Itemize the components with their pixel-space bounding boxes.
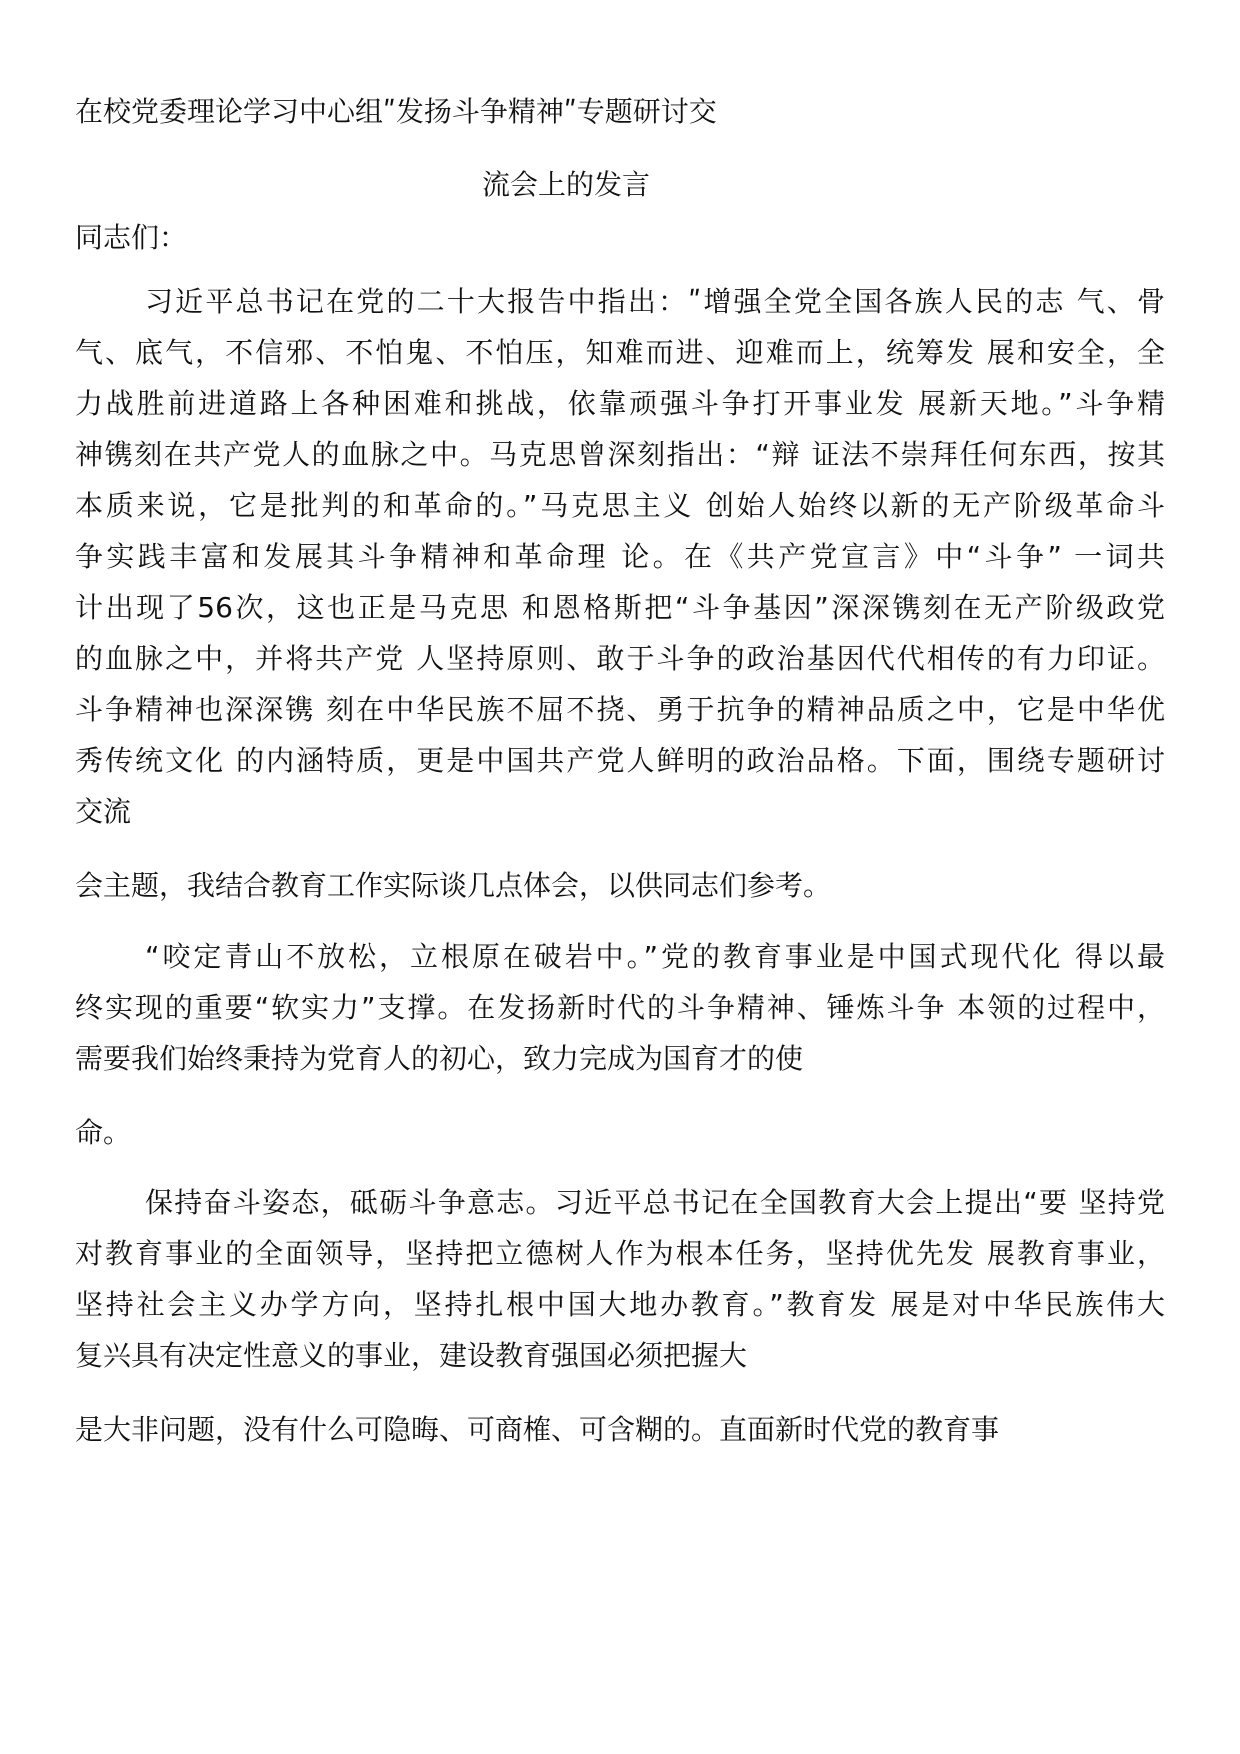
paragraph-2-line: 终实现的重要“软实力”支撑。在发扬新时代的斗争精神、锤炼斗争 本领的过程中，: [75, 991, 1165, 1024]
paragraph-1-line: 争实践丰富和发展其斗争精神和革命理 论。在《共产党宣言》中“斗争” 一词共: [75, 540, 1165, 573]
paragraph-1-line: 秀传统文化 的内涵特质，更是中国共产党人鲜明的政治品格。下面，围绕专题研讨: [75, 744, 1165, 777]
paragraph-1-line: 习近平总书记在党的二十大报告中指出：ʺ增强全党全国各族人民的志 气、骨: [145, 285, 1165, 318]
paragraph-1-line: 气、底气，不信邪、不怕鬼、不怕压，知难而进、迎难而上，统筹发 展和安全，全: [75, 336, 1165, 369]
paragraph-3-line: 坚持社会主义办学方向，坚持扎根中国大地办教育。”教育发 展是对中华民族伟大: [75, 1288, 1165, 1321]
paragraph-3-line: 复兴具有决定性意义的事业，建设教育强国必须把握大: [75, 1339, 748, 1372]
paragraph-1-line: 本质来说，它是批判的和革命的。”马克思主义 创始人始终以新的无产阶级革命斗: [75, 489, 1165, 522]
paragraph-1-line: 神镌刻在共产党人的血脉之中。马克思曾深刻指出：“辩 证法不崇拜任何东西，按其: [75, 438, 1165, 471]
paragraph-2-continuation: 命。: [75, 1116, 132, 1149]
paragraph-1-line: 的血脉之中，并将共产党 人坚持原则、敢于斗争的政治基因代代相传的有力印证。: [75, 642, 1165, 675]
paragraph-3-line: 对教育事业的全面领导，坚持把立德树人作为根本任务，坚持优先发 展教育事业，: [75, 1237, 1165, 1270]
paragraph-3-continuation: 是大非问题，没有什么可隐晦、可商榷、可含糊的。直面新时代党的教育事: [75, 1413, 1000, 1446]
salutation: 同志们：: [75, 221, 188, 254]
paragraph-1-line: 斗争精神也深深镌 刻在中华民族不屈不挠、勇于抗争的精神品质之中，它是中华优: [75, 693, 1165, 726]
paragraph-1-continuation: 会主题，我结合教育工作实际谈几点体会，以供同志们参考。: [75, 869, 832, 902]
paragraph-1-line: 计出现了56次，这也正是马克思 和恩格斯把“斗争基因”深深镌刻在无产阶级政党: [75, 591, 1165, 624]
paragraph-2-line: “咬定青山不放松，立根原在破岩中。”党的教育事业是中国式现代化 得以最: [145, 940, 1165, 973]
paragraph-1-line: 力战胜前进道路上各种困难和挑战，依靠顽强斗争打开事业发 展新天地。”斗争精: [75, 387, 1165, 420]
paragraph-3-line: 保持奋斗姿态，砥砺斗争意志。习近平总书记在全国教育大会上提出“要 坚持党: [145, 1186, 1165, 1219]
title-line-1: 在校党委理论学习中心组ʺ发扬斗争精神ʺ专题研讨交: [75, 95, 717, 128]
title-line-2: 流会上的发言: [482, 168, 651, 201]
paragraph-2-line: 需要我们始终秉持为党育人的初心，致力完成为国育才的使: [75, 1042, 804, 1075]
paragraph-1-line: 交流: [75, 795, 132, 828]
